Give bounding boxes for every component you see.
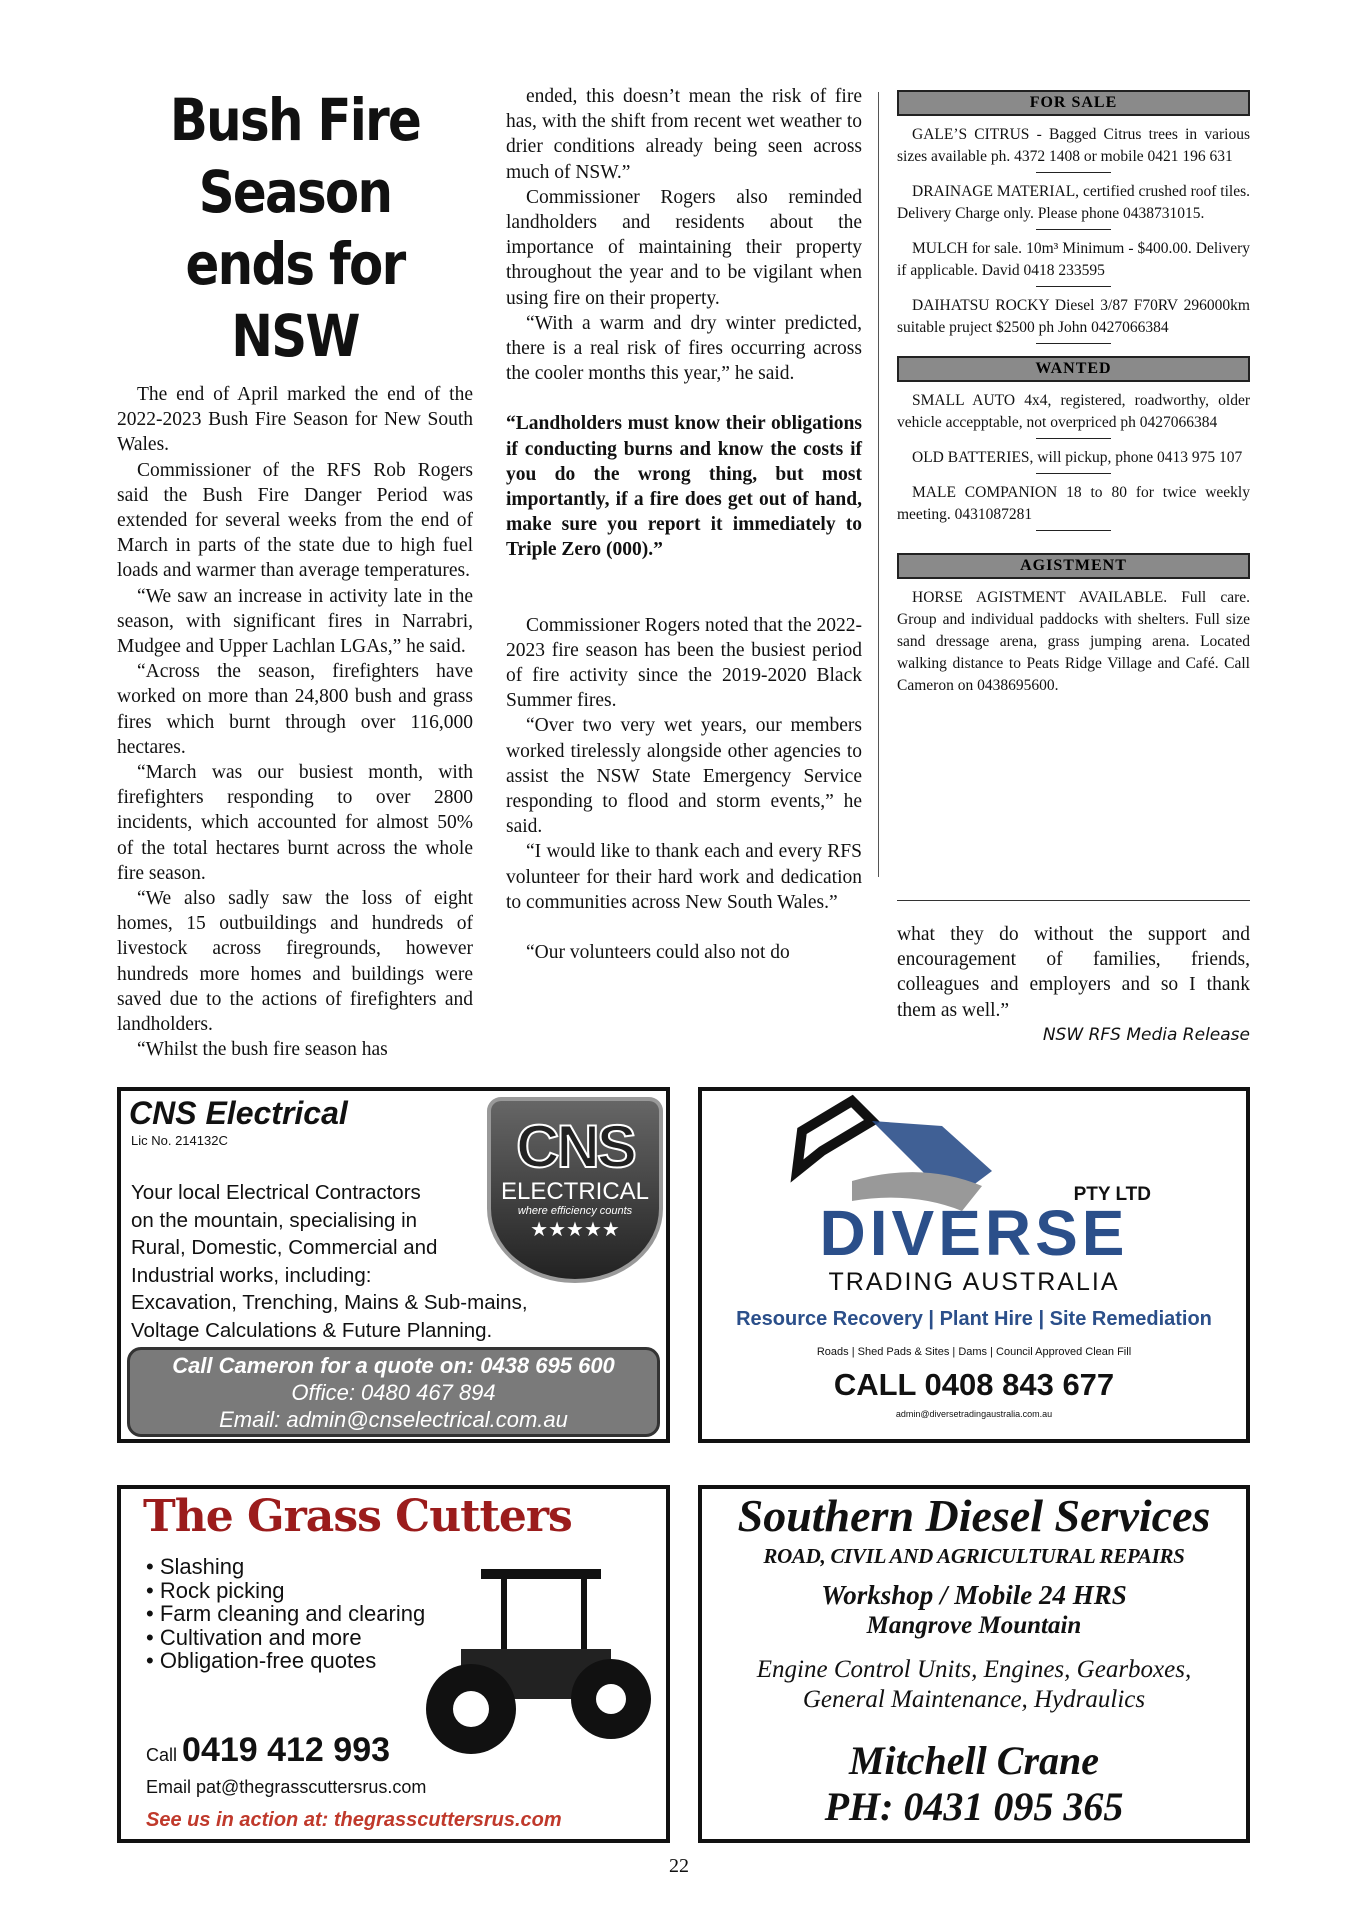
ad-grass-cutters [117,1485,670,1843]
classified-heading: FOR SALE [897,90,1250,116]
service-label: Slashing [159,1554,245,1579]
logo-name: DIVERSE [819,1197,1129,1269]
paragraph: ended, this doesn’t mean the risk of fire has, with the shift from recent wet weather to drier conditions already being seen across much of NSW.” [506,86,862,183]
paragraph: “Over two very wet years, our members worked tirelessly alongside other agencies to assist the NSW State Emergency Service responding to flood and storm events,” he said. [506,715,862,838]
service-item [146,1626,425,1650]
website: See us in action at: thegrasscuttersrus.com [146,1809,562,1831]
email: Email pat@thegrasscuttersrus.com [146,1777,427,1797]
article-credit: NSW RFS Media Release [1042,1024,1250,1045]
article-continuation [897,922,1250,1048]
license-number: Lic No. 214132C [131,1133,228,1148]
ad-body-line: Rural, Domestic, Commercial and [131,1236,438,1259]
bullet-icon: • [146,1577,160,1603]
paragraph: “With a warm and dry winter predicted, there is a real risk of fires occurring across the cooler months this year,” he said. [506,312,862,385]
separator [1036,438,1111,439]
paragraph: “I would like to thank each and every RFS volunteer for their hard work and dedication to communities across New South Wales.” [506,841,862,913]
column-divider [878,92,879,877]
ad-body-line: Voltage Calculations & Future Planning. [131,1318,493,1342]
paragraph: The end of April marked the end of the 2022-2023 Bush Fire Season for New South Wales. [117,384,473,456]
bullet-icon: • [146,1601,160,1626]
service-item [146,1579,425,1603]
bullet-icon: • [146,1554,160,1579]
service-label: Farm cleaning and clearing [159,1601,426,1626]
separator [1036,343,1111,344]
logo-text: CNS [516,1113,634,1180]
tagline: ROAD, CIVIL AND AGRICULTURAL REPAIRS [763,1544,1185,1568]
classified-item: SMALL AUTO 4x4, registered, roadworthy, older vehicle accepptable, not overpriced ph 0427066384 [897,392,1250,431]
service-label: Rock picking [159,1577,285,1603]
article-title: Bush Fire Season ends for NSW [169,86,421,370]
service-label: Cultivation and more [159,1624,362,1650]
classified-heading: AGISTMENT [897,553,1250,579]
phone: CALL 0408 843 677 [833,1367,1115,1402]
ad-body-line: Excavation, Trenching, Mains & Sub-mains, [131,1291,528,1314]
classifieds-divider [897,900,1250,901]
service-item [146,1555,425,1579]
logo-sub: ELECTRICAL [500,1178,650,1205]
ad-name: CNS Electrical [129,1095,348,1131]
hours: Workshop / Mobile 24 HRS [821,1580,1127,1610]
paragraph: Commissioner Rogers noted that the 2022-2023 fire season has been the busiest period of fire activity since the 2019-2020 Black Summer fires. [506,614,862,712]
contact-name: Mitchell Crane [848,1738,1100,1783]
ad-body-line: on the mountain, specialising in [131,1208,418,1232]
classified-item: DAIHATSU ROCKY Diesel 3/87 F70RV 296000km suitable pruject $2500 ph John 0427066384 [897,297,1250,336]
paragraph: “Our volunteers could also not do [526,942,790,964]
bullet-icon: • [146,1648,160,1673]
service-label: Obligation-free quotes [159,1648,377,1673]
ad-body-line: Your local Electrical Contractors [131,1181,421,1204]
ad-southern-diesel [698,1485,1250,1843]
paragraph: “Whilst the bush fire season has [137,1039,388,1061]
bullet-icon: • [146,1624,160,1650]
logo-tagline: where efficiency counts [517,1205,633,1217]
email: admin@diversetradingaustralia.com.au [895,1409,1053,1419]
classified-item: MALE COMPANION 18 to 80 for twice weekly meeting. 0431087281 [897,484,1250,523]
classified-item: HORSE AGISTMENT AVAILABLE. Full care. Group and individual paddocks with shelters. Full size sand dressage arena, grass jumping arena. Located walking distance to Peats Ridge Village and Café. Call Cameron on 0438695600. [897,589,1250,694]
ad-body-line: Industrial works, including: [131,1263,372,1287]
service-line: General Maintenance, Hydraulics [802,1686,1146,1713]
paragraph: what they do without the support and encouragement of families, friends, colleagues and employers and so I thank them as well.” [897,924,1250,1021]
location: Mangrove Mountain [866,1612,1082,1639]
contact-panel [127,1347,660,1437]
paragraph: “We also sadly saw the loss of eight homes, 15 outbuildings and hundreds of livestock across firegrounds, however hundreds more homes and buildings were saved due to the actions of firefighters and landholders. [117,888,473,1036]
ad-name: The Grass Cutters [143,1491,572,1542]
classified-item: MULCH for sale. 10m³ Minimum - $400.00. Delivery if applicable. David 0418 233595 [897,240,1250,279]
separator [1036,229,1111,230]
paragraph: “Across the season, firefighters have worked on more than 24,800 bush and grass fires which burnt through over 116,000 hectares. [117,661,473,758]
service-line: Engine Control Units, Engines, Gearboxes, [756,1656,1192,1683]
classifieds [897,90,1250,701]
service-item [146,1649,425,1673]
page-number: 22 [669,1855,689,1877]
pty-ltd: PTY LTD [1073,1184,1151,1205]
paragraph: Commissioner Rogers also reminded landholders and residents about the importance of maintaining their property throughout the year and to be vigilant when using fire on their property. [506,186,862,309]
classified-item: OLD BATTERIES, will pickup, phone 0413 975 107 [912,449,1243,466]
article-column-2 [506,84,862,965]
phone: 0419 412 993 [182,1731,391,1769]
service-item [146,1602,425,1626]
separator [1036,473,1111,474]
classified-heading: WANTED [897,356,1250,382]
separator [1036,172,1111,173]
logo-sub: TRADING AUSTRALIA [828,1268,1120,1296]
tractor-icon [411,1559,661,1759]
separator [1036,286,1111,287]
ad-cns-electrical [117,1087,670,1443]
pull-quote: “Landholders must know their obligations if conducting burns and know the costs if you do the wrong thing, but most importantly, if a fire does get out of hand, make sure you report it immediately to Triple Zero (000).” [506,413,862,561]
services: Resource Recovery | Plant Hire | Site Remediation [736,1308,1212,1330]
call-line: Call Cameron for a quote on: 0438 695 600 [172,1353,615,1378]
star-icons: ★★★★★ [530,1219,620,1241]
email: Email: admin@cnselectrical.com.au [219,1407,568,1432]
paragraph: “March was our busiest month, with firefighters responding to over 2800 incidents, which accounted for almost 50% of the total hectares burnt across the whole fire season. [117,762,473,884]
paragraph: “We saw an increase in activity late in the season, with significant fires in Narrabri, Mudgee and Upper Lachlan LGAs,” he said. [117,585,473,658]
article-column-1 [117,84,473,1062]
office-phone: Office: 0480 467 894 [291,1380,496,1405]
call-label: Call 0419 412 993 [146,1731,391,1769]
classified-item: GALE’S CITRUS - Bagged Citrus trees in various sizes available ph. 4372 1408 or mobile 0421 196 631 [897,126,1250,165]
ad-name: Southern Diesel Services [737,1490,1211,1541]
classified-item: DRAINAGE MATERIAL, certified crushed roof tiles. Delivery Charge only. Please phone 0438731015. [897,183,1250,222]
phone: PH: 0431 095 365 [824,1784,1124,1829]
extras: Roads | Shed Pads & Sites | Dams | Council Approved Clean Fill [816,1346,1132,1358]
paragraph: Commissioner of the RFS Rob Rogers said the Bush Fire Danger Period was extended for several weeks from the end of March in parts of the state due to high fuel loads and warmer than average temperatures. [117,459,473,582]
ad-diverse-trading [698,1087,1250,1443]
separator [1036,530,1111,531]
